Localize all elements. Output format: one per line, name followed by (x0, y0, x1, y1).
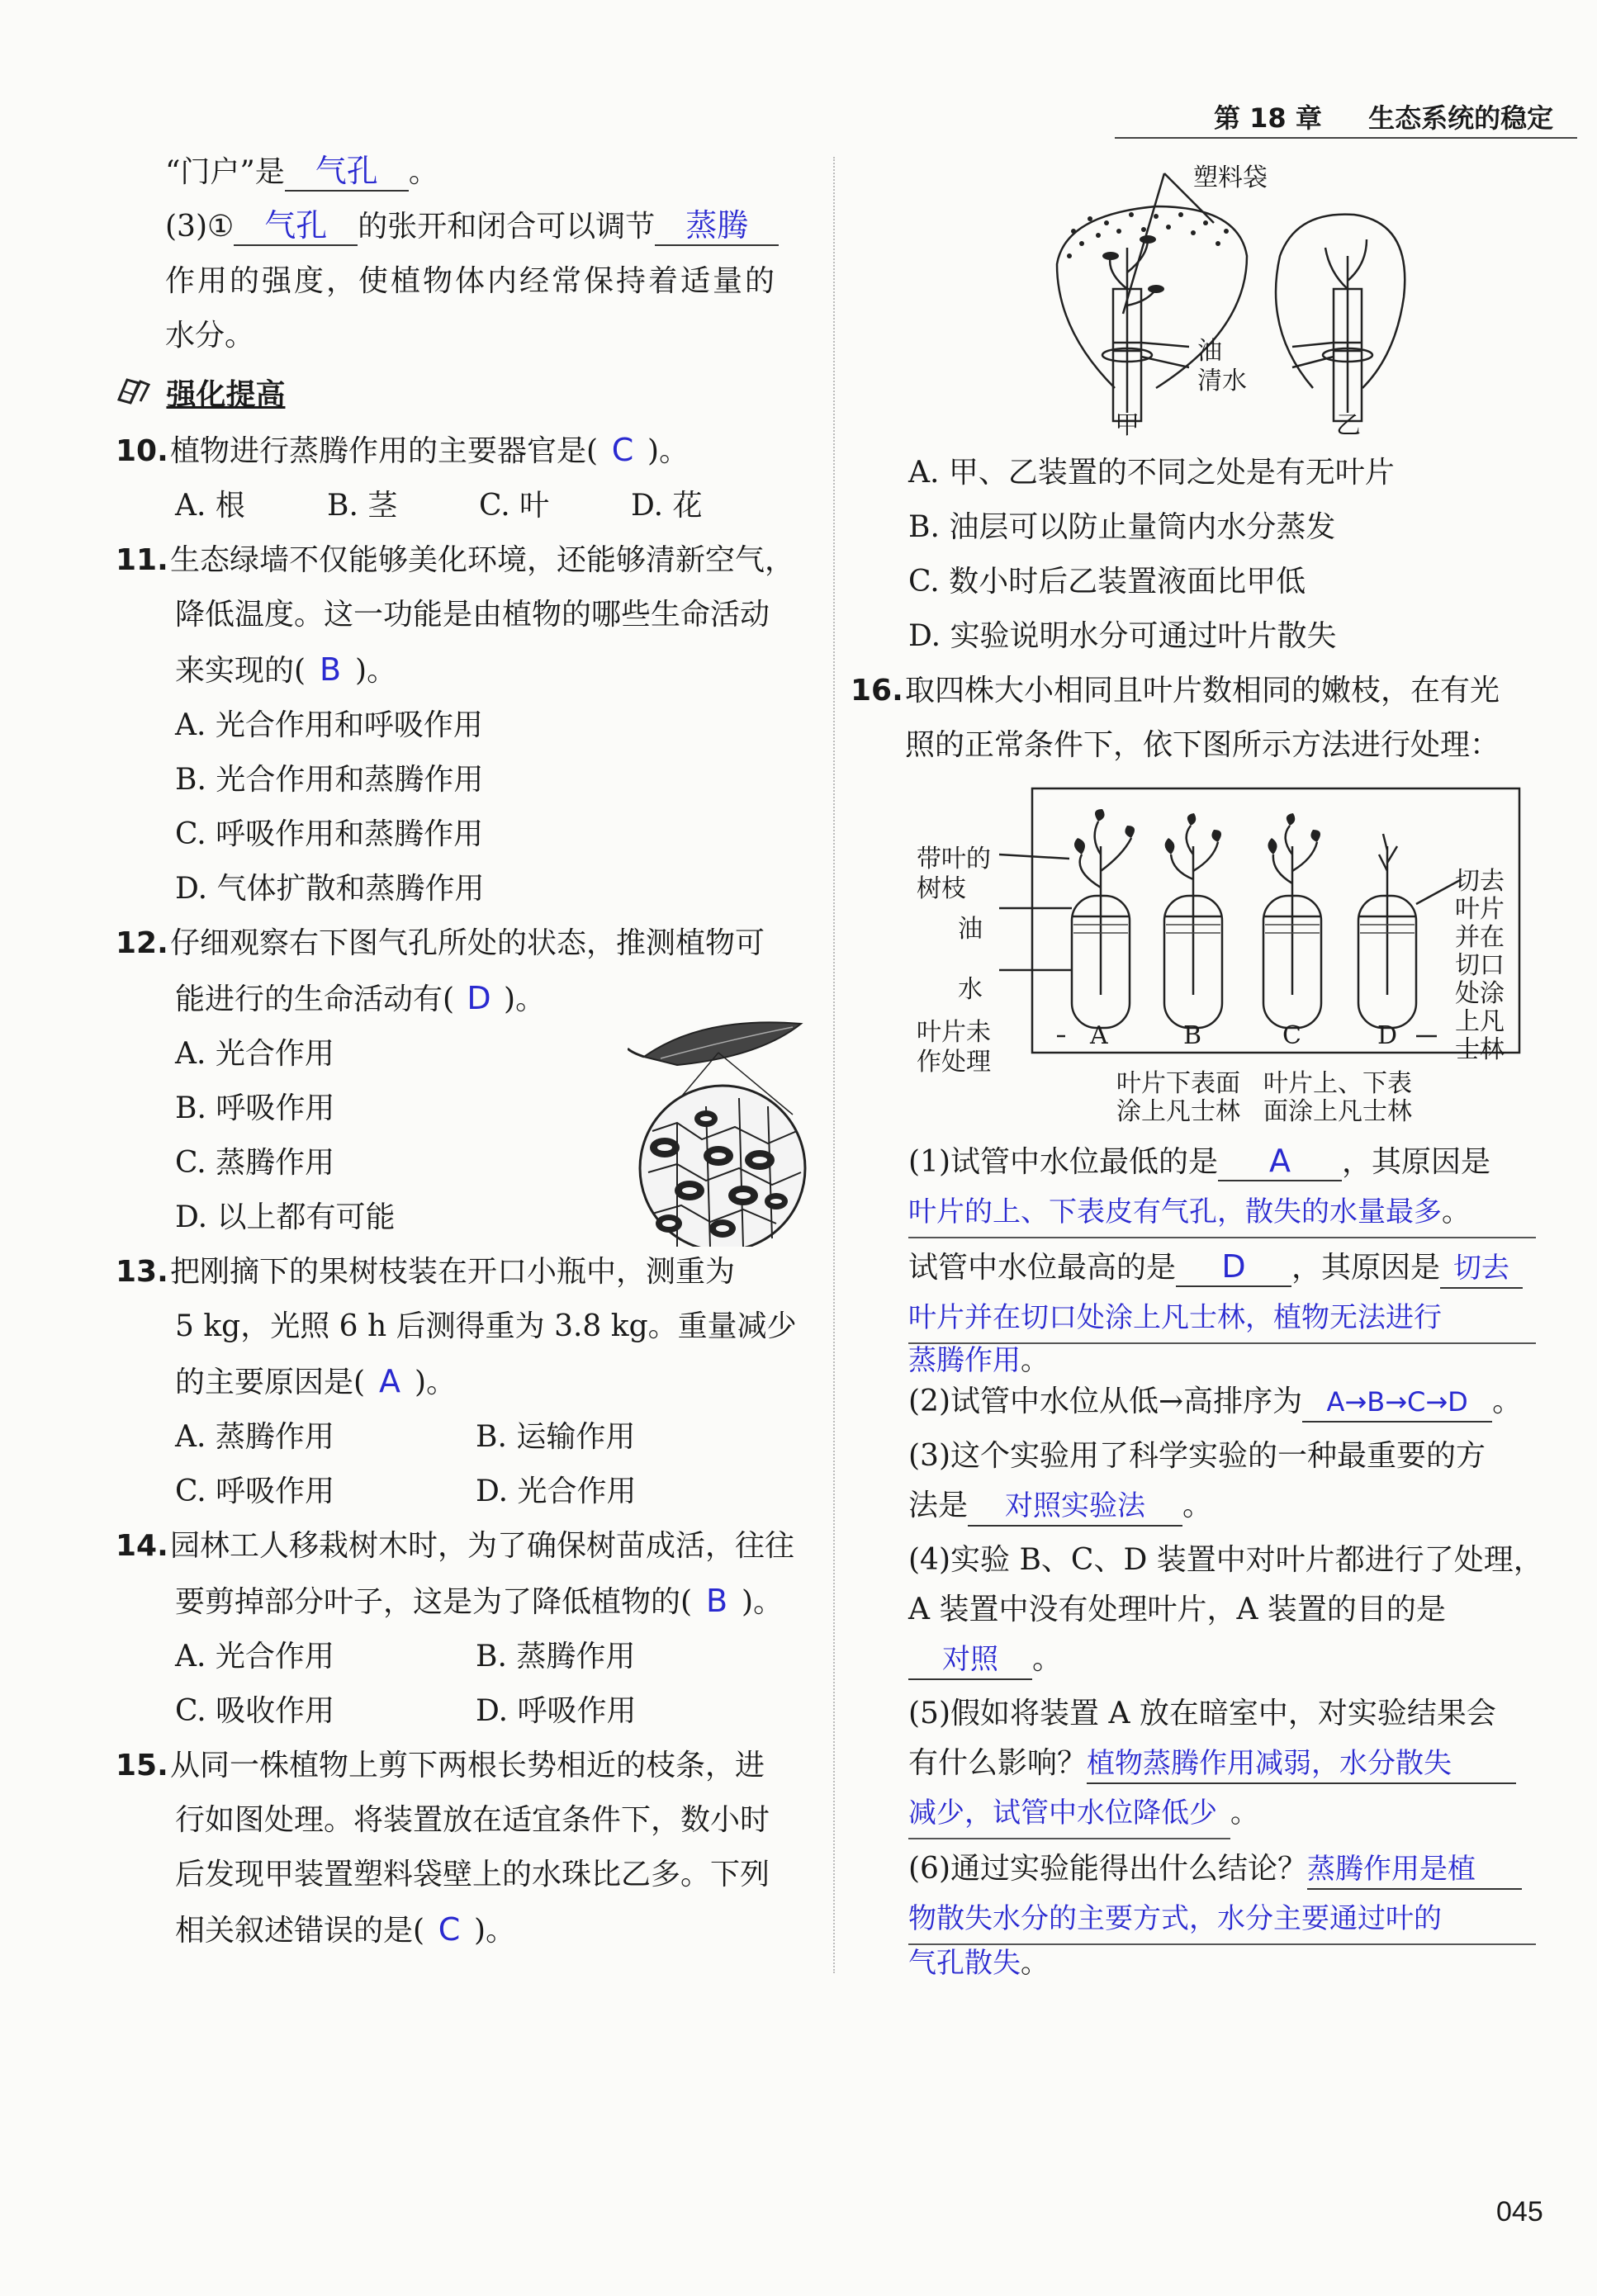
chapter-title: 生态系统的稳定 (1368, 102, 1554, 134)
question-text: 能进行的生命活动有( D )。 (116, 971, 817, 1027)
label-jia: 甲 (1115, 411, 1140, 440)
part-4b: A 装置中没有处理叶片，A 装置的目的是 (908, 1593, 1446, 1626)
option[interactable]: A. 根 (175, 489, 245, 523)
part-6: (6)通过实验能得出什么结论？蒸腾作用是植 (908, 1844, 1552, 1894)
option[interactable]: B. 油层可以防止量筒内水分蒸发 (908, 510, 1336, 544)
label-water: 清水 (1197, 367, 1247, 395)
answer-blank[interactable]: 切去 (1440, 1249, 1523, 1289)
answer-blank[interactable]: 植物蒸腾作用减弱，水分散失 (1087, 1744, 1516, 1784)
option[interactable]: A. 甲、乙装置的不同之处是有无叶片 (908, 456, 1395, 490)
answer-choice[interactable]: B (706, 1583, 728, 1619)
chapter-number: 第 18 章 (1214, 102, 1322, 134)
option[interactable]: C. 蒸腾作用 (175, 1146, 335, 1180)
option[interactable]: D. 光合作用 (476, 1475, 637, 1508)
chapter-header (1214, 97, 1569, 135)
page-number: 045 (1496, 2196, 1543, 2227)
option[interactable]: C. 呼吸作用和蒸腾作用 (175, 817, 484, 851)
option[interactable]: A. 蒸腾作用 (175, 1420, 334, 1454)
question-15: 15.从同一株植物上剪下两根长势相近的枝条，进 (116, 1749, 765, 1782)
question-11: 11.生态绿墙不仅能够美化环境，还能够清新空气， (116, 543, 795, 577)
stomata-figure (628, 1007, 817, 1247)
option[interactable]: B. 呼吸作用 (175, 1091, 335, 1125)
header-rule (1115, 137, 1577, 139)
question-text: 相关叙述错误的是( C )。 (116, 1902, 817, 1958)
answer-line[interactable]: 气孔散失。 (908, 1947, 1049, 1980)
q14-options (116, 1684, 817, 1739)
question-text: 5 kg，光照 6 h 后测得重为 3.8 kg。重量减少 (175, 1309, 797, 1343)
label-d-list: 切去 叶片 并在 切口 处涂 上凡 士林 (1455, 867, 1505, 1064)
option[interactable]: A. 光合作用 (175, 1037, 334, 1071)
part-5: (5)假如将装置 A 放在暗室中，对实验结果会 (908, 1697, 1496, 1730)
option[interactable]: B. 光合作用和蒸腾作用 (175, 763, 484, 797)
label-b-1: 叶片下表面 (1116, 1069, 1240, 1098)
question-text: 的主要原因是( A )。 (116, 1354, 817, 1410)
part-2: (2)试管中水位从低→高排序为 A→B→C→D 。 (908, 1377, 1552, 1427)
option[interactable]: D. 实验说明水分可通过叶片散失 (908, 619, 1337, 653)
question-text: 来实现的( B )。 (116, 642, 817, 698)
section-heading (116, 368, 817, 423)
question-text: 后发现甲装置塑料袋壁上的水珠比乙多。下列 (175, 1858, 770, 1891)
answer-line[interactable]: 叶片的上、下表皮有气孔，散失的水量最多。 (908, 1187, 1536, 1238)
cont-line-2: (3)① 气孔 的张开和闭合可以调节 蒸腾 (116, 200, 817, 254)
part-1: (1)试管中水位最低的是 A ，其原因是 (908, 1138, 1552, 1187)
answer-line[interactable]: 蒸腾作用。 (908, 1344, 1049, 1377)
option[interactable]: B. 茎 (327, 489, 398, 523)
cont-line-3: 作用的强度，使植物体内经常保持着适量的 (165, 264, 778, 298)
answer-blank[interactable]: 蒸腾作用是植 (1307, 1850, 1522, 1890)
answer-blank[interactable]: 气孔 (234, 206, 358, 246)
figure-15 (1040, 165, 1437, 438)
question-text: 降低温度。这一功能是由植物的哪些生命活动 (175, 598, 770, 632)
label-yi: 乙 (1336, 411, 1361, 440)
question-text: 照的正常条件下，依下图所示方法进行处理： (905, 728, 1500, 762)
q14-options (116, 1630, 817, 1684)
answer-blank[interactable]: 蒸腾 (655, 206, 779, 246)
question-12: 12.仔细观察右下图气孔所处的状态，推测植物可 (116, 926, 765, 960)
label-c-2: 面涂上凡士林 (1263, 1097, 1412, 1126)
option[interactable]: B. 蒸腾作用 (476, 1640, 636, 1673)
part-4c: 对照 。 (908, 1635, 1552, 1684)
tube-label-d: D (1377, 1021, 1398, 1050)
cont-line-4: 水分。 (165, 319, 255, 353)
label-oil: 油 (1197, 337, 1222, 366)
answer-line[interactable]: 减少，试管中水位降低少 。 (908, 1788, 1552, 1839)
section-title: 强化提高 (166, 378, 286, 412)
answer-blank[interactable]: 对照实验法 (968, 1487, 1182, 1527)
label-branch-1: 带叶的 (917, 845, 991, 873)
option[interactable]: D. 呼吸作用 (476, 1694, 637, 1728)
answer-blank[interactable]: A→B→C→D (1302, 1383, 1492, 1423)
option[interactable]: D. 气体扩散和蒸腾作用 (175, 872, 485, 906)
part-3: (3)这个实验用了科学实验的一种最重要的方 (908, 1439, 1486, 1473)
q10-options (116, 479, 817, 533)
label-c-1: 叶片上、下表 (1263, 1069, 1412, 1098)
option[interactable]: D. 花 (631, 489, 703, 523)
label-untreated-2: 作处理 (917, 1048, 991, 1077)
label-water: 水 (958, 975, 983, 1004)
question-text: 要剪掉部分叶子，这是为了降低植物的( B )。 (116, 1574, 817, 1630)
option[interactable]: B. 运输作用 (476, 1420, 636, 1454)
option[interactable]: A. 光合作用 (175, 1640, 334, 1673)
figure-16 (917, 780, 1536, 1127)
option[interactable]: C. 呼吸作用 (175, 1475, 335, 1508)
label-untreated-1: 叶片未 (917, 1018, 991, 1047)
answer-choice[interactable]: C (438, 1911, 461, 1948)
tube-label-b: B (1183, 1021, 1202, 1050)
option[interactable]: A. 光合作用和呼吸作用 (175, 708, 483, 742)
label-oil: 油 (958, 915, 983, 944)
answer-choice[interactable]: A (379, 1363, 401, 1399)
answer-line[interactable]: 物散失水分的主要方式，水分主要通过叶的 (908, 1894, 1536, 1945)
answer-choice[interactable]: D (467, 980, 491, 1016)
answer-line[interactable]: 叶片并在切口处涂上凡士林，植物无法进行 (908, 1293, 1536, 1344)
part-1b: 试管中水位最高的是 D ，其原因是 切去 (908, 1243, 1552, 1293)
right-column (851, 446, 1552, 773)
option[interactable]: C. 吸收作用 (175, 1694, 335, 1728)
question-13: 13.把刚摘下的果树枝装在开口小瓶中，测重为 (116, 1255, 736, 1289)
question-16: 16.取四株大小相同且叶片数相同的嫩枝，在有光 (851, 674, 1500, 708)
tube-label-c: C (1282, 1021, 1301, 1050)
column-divider (833, 157, 835, 1973)
part-5b: 有什么影响？植物蒸腾作用减弱，水分散失 (908, 1739, 1552, 1788)
question-text: 行如图处理。将装置放在适宜条件下，数小时 (175, 1803, 770, 1837)
option[interactable]: C. 数小时后乙装置液面比甲低 (908, 565, 1306, 599)
q13-options (116, 1465, 817, 1519)
q16-answers (908, 1138, 1552, 1981)
answer-blank[interactable]: D (1176, 1247, 1291, 1287)
cont-line-1: “门户”是 气孔 。 (116, 145, 817, 200)
label-branch-2: 树枝 (917, 874, 966, 903)
answer-choice[interactable]: C (611, 432, 634, 468)
tube-label-a: A (1090, 1021, 1108, 1050)
answer-blank[interactable]: 对照 (908, 1640, 1032, 1680)
option[interactable]: C. 叶 (479, 489, 550, 523)
answer-blank[interactable]: A (1218, 1142, 1342, 1181)
part-3b: 法是 对照实验法 。 (908, 1481, 1552, 1531)
part-4: (4)实验 B、C、D 装置中对叶片都进行了处理， (908, 1543, 1543, 1577)
option[interactable]: D. 以上都有可能 (175, 1200, 396, 1234)
question-14: 14.园林工人移栽树木时，为了确保树苗成活，往往 (116, 1529, 795, 1563)
question-10: 10.植物进行蒸腾作用的主要器官是( C )。 (116, 423, 817, 479)
answer-choice[interactable]: B (320, 651, 342, 688)
label-b-2: 涂上凡士林 (1116, 1097, 1240, 1126)
label-bag: 塑料袋 (1193, 163, 1268, 192)
q13-options (116, 1410, 817, 1465)
book-icon (116, 368, 157, 423)
answer-blank[interactable]: 气孔 (285, 152, 409, 192)
